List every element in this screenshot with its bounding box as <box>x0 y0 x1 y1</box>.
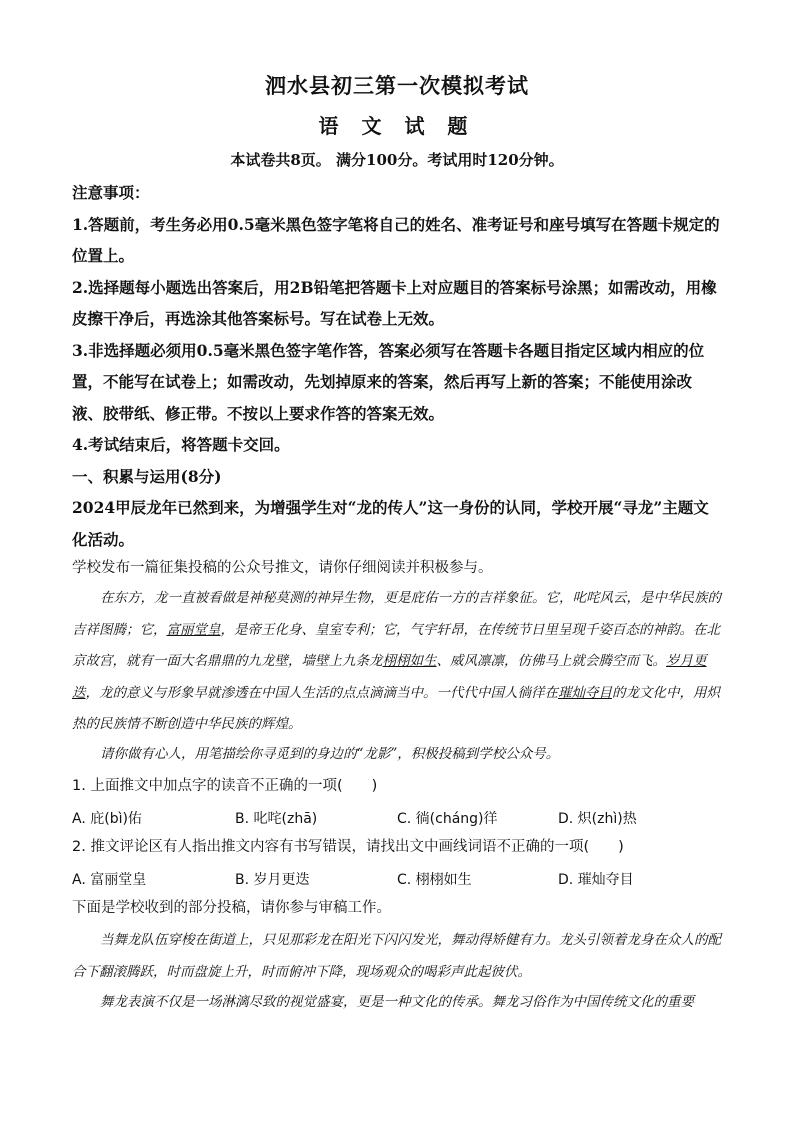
underlined-word-4: 璀灿夺目 <box>558 684 612 701</box>
note-item-3: 3.非选择题必须用0.5毫米黑色签字笔作答，答案必须写在答题卡各题目指定区域内相应的位置，不能写在试卷上；如需改动，先划掉原来的答案，然后再写上新的答案；不能使用涂改液、胶带纸、修正带。不按以上要求作答的答案无效。 <box>72 340 705 423</box>
question-2-options <box>72 869 722 889</box>
section1-lead: 学校发布一篇征集投稿的公众号推文，请你仔细阅读并积极参与。 <box>72 560 493 576</box>
notes-heading: 注意事项： <box>72 183 150 202</box>
passage-text: ，龙的意义与形象早就渗透在中国人生活的点点滴滴当中。一代代中国人徜徉在 <box>85 684 558 701</box>
q2-option-a: A. 富丽堂皇 <box>72 872 147 888</box>
underlined-word-3: 岁月更迭 <box>72 653 707 701</box>
notes-section <box>72 177 722 555</box>
subject-title: 语 文 试 题 <box>318 114 476 138</box>
q2-option-b: B. 岁月更迭 <box>235 872 310 888</box>
exam-title: 泗水县初三第一次模拟考试 <box>265 73 529 98</box>
submission-paragraph-2: 舞龙表演不仅是一场淋漓尽致的视觉盛宴，更是一种文化的传承。舞龙习俗作为中国传统文化的重要 <box>100 994 694 1010</box>
passage-text: 的龙文化中，用炽热的民族情不断创造中华民族的辉煌。 <box>72 684 720 732</box>
section1-lead-2: 下面是学校收到的部分投稿，请你参与审稿工作。 <box>72 900 391 916</box>
underlined-word-2: 栩栩如生 <box>382 653 437 669</box>
passage-paragraph-2: 请你做有心人，用笔描绘你寻觅到的身边的“龙影”，积极投稿到学校公众号。 <box>100 746 560 762</box>
q1-option-b: B. 叱咤(zhā) <box>235 811 318 827</box>
q2-option-c: C. 栩栩如生 <box>397 872 472 888</box>
question-2-stem: 2. 推文评论区有人指出推文内容有书写错误，请找出文中画线词语不正确的一项( ) <box>72 839 624 855</box>
section1-heading: 一、积累与运用(8分) <box>72 466 222 486</box>
q2-option-d: D. 璀灿夺目 <box>558 872 634 888</box>
underlined-word-1: 富丽堂皇 <box>166 621 221 638</box>
note-item-2: 2.选择题每小题选出答案后，用2B铅笔把答题卡上对应题目的答案标号涂黑；如需改动，用橡皮擦干净后，再选涂其他答案标号。写在试卷上无效。 <box>72 277 717 328</box>
submission-paragraph-1: 当舞龙队伍穿梭在街道上，只见那彩龙在阳光下闪闪发光，舞动得矫健有力。龙头引领着龙身在众人的配合下翻滚腾跃，时而盘旋上升，时而俯冲下降，现场观众的喝彩声此起彼伏。 <box>72 932 721 980</box>
passage-paragraph-1 <box>72 583 722 741</box>
note-item-1: 1.答题前，考生务必用0.5毫米黑色签字笔将自己的姓名、准考证号和座号填写在答题卡规定的位置上。 <box>72 214 720 265</box>
passage-text: ，是帝王化身、皇室专利；它，气宇轩昂，在传统节日里呈现千姿百态的神韵。在北京故宫，就有一面大名鼎鼎的九龙壁，墙壁上九条龙 <box>72 621 720 669</box>
passage-text: 、威风凛凛，仿佛马上就会腾空而飞。 <box>436 653 666 669</box>
q1-option-a: A. 庇(bì)佑 <box>72 811 142 827</box>
exam-info: 本试卷共8页。 满分100分。考试用时120分钟。 <box>230 151 564 169</box>
question-1-stem: 1. 上面推文中加点字的读音不正确的一项( ) <box>72 778 378 794</box>
question-1-options <box>72 808 722 828</box>
section1-intro: 2024甲辰龙年已然到来，为增强学生对“龙的传人”这一身份的认同，学校开展“寻龙”主题文化活动。 <box>72 498 709 549</box>
passage-text: 在东方，龙一直被看做是神秘莫测的神异生物，更是庇佑一方的吉祥象征。它，叱咤风云，是中华民族的吉祥图腾；它， <box>72 590 721 638</box>
q1-option-d: D. 炽(zhì)热 <box>558 811 637 827</box>
q1-option-c: C. 徜(cháng)徉 <box>397 811 498 827</box>
note-item-4: 4.考试结束后，将答题卡交回。 <box>72 435 290 454</box>
